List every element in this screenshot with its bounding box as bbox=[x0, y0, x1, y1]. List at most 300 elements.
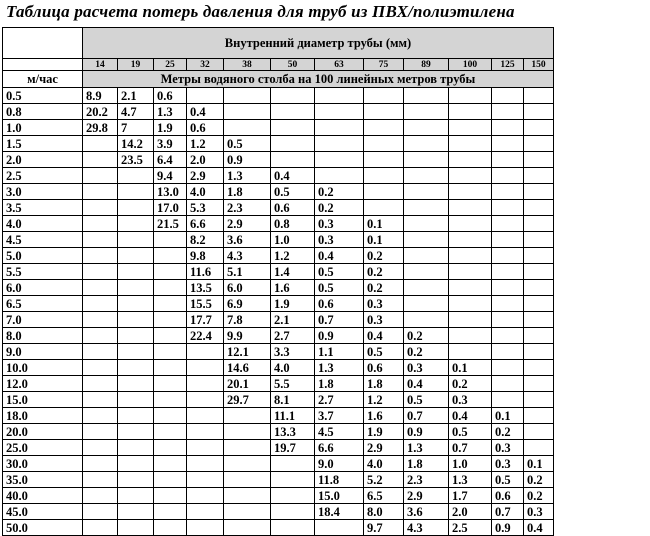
header-row-diameter bbox=[3, 28, 554, 59]
diameter-column-header: 19 bbox=[118, 59, 154, 71]
loss-value-cell: 8.9 bbox=[83, 88, 118, 104]
loss-value-cell bbox=[492, 296, 524, 312]
loss-value-cell bbox=[524, 184, 554, 200]
loss-value-cell bbox=[492, 344, 524, 360]
loss-value-cell: 21.5 bbox=[154, 216, 187, 232]
loss-value-cell bbox=[404, 232, 449, 248]
loss-value-cell: 0.4 bbox=[187, 104, 224, 120]
loss-value-cell bbox=[492, 200, 524, 216]
loss-value-cell: 0.2 bbox=[404, 344, 449, 360]
loss-value-cell: 13.3 bbox=[271, 424, 315, 440]
loss-value-cell bbox=[492, 104, 524, 120]
loss-value-cell: 11.6 bbox=[187, 264, 224, 280]
loss-value-cell: 9.0 bbox=[315, 456, 364, 472]
loss-value-cell: 0.7 bbox=[449, 440, 492, 456]
loss-value-cell bbox=[83, 264, 118, 280]
loss-value-cell bbox=[118, 216, 154, 232]
loss-value-cell bbox=[187, 376, 224, 392]
loss-value-cell bbox=[449, 344, 492, 360]
loss-value-cell: 0.1 bbox=[364, 232, 404, 248]
loss-value-cell: 0.3 bbox=[404, 360, 449, 376]
loss-value-cell: 4.3 bbox=[224, 248, 271, 264]
loss-value-cell: 9.4 bbox=[154, 168, 187, 184]
loss-value-cell: 3.6 bbox=[224, 232, 271, 248]
loss-value-cell bbox=[404, 296, 449, 312]
loss-value-cell bbox=[449, 280, 492, 296]
loss-value-cell: 0.5 bbox=[224, 136, 271, 152]
table-row bbox=[3, 504, 554, 520]
loss-value-cell bbox=[271, 472, 315, 488]
table-row bbox=[3, 296, 554, 312]
loss-value-cell: 0.1 bbox=[524, 456, 554, 472]
loss-value-cell: 7.8 bbox=[224, 312, 271, 328]
loss-value-cell bbox=[364, 104, 404, 120]
loss-value-cell bbox=[83, 488, 118, 504]
loss-value-cell: 0.3 bbox=[524, 504, 554, 520]
loss-value-cell bbox=[492, 376, 524, 392]
loss-value-cell: 17.0 bbox=[154, 200, 187, 216]
loss-value-cell bbox=[83, 136, 118, 152]
table-row bbox=[3, 472, 554, 488]
loss-value-cell bbox=[492, 264, 524, 280]
loss-value-cell bbox=[187, 360, 224, 376]
diameter-column-header: 50 bbox=[271, 59, 315, 71]
loss-value-cell bbox=[524, 264, 554, 280]
loss-value-cell bbox=[524, 408, 554, 424]
loss-value-cell: 5.5 bbox=[271, 376, 315, 392]
loss-value-cell bbox=[404, 120, 449, 136]
flow-rate-cell: 45.0 bbox=[3, 504, 83, 520]
diameter-column-header: 75 bbox=[364, 59, 404, 71]
loss-value-cell bbox=[154, 232, 187, 248]
loss-value-cell: 0.8 bbox=[271, 216, 315, 232]
loss-value-cell: 2.1 bbox=[118, 88, 154, 104]
loss-value-cell: 0.6 bbox=[315, 296, 364, 312]
loss-value-cell bbox=[524, 136, 554, 152]
loss-value-cell: 0.1 bbox=[449, 360, 492, 376]
loss-value-cell bbox=[118, 472, 154, 488]
loss-value-cell bbox=[364, 184, 404, 200]
loss-value-cell: 23.5 bbox=[118, 152, 154, 168]
loss-value-cell bbox=[492, 248, 524, 264]
loss-value-cell bbox=[449, 184, 492, 200]
loss-value-cell: 1.8 bbox=[364, 376, 404, 392]
loss-value-cell: 22.4 bbox=[187, 328, 224, 344]
flow-rate-cell: 15.0 bbox=[3, 392, 83, 408]
loss-value-cell bbox=[118, 200, 154, 216]
loss-value-cell bbox=[492, 184, 524, 200]
loss-value-cell: 0.9 bbox=[492, 520, 524, 536]
flow-rate-cell: 40.0 bbox=[3, 488, 83, 504]
loss-value-cell bbox=[492, 328, 524, 344]
table-row bbox=[3, 120, 554, 136]
loss-value-cell: 0.4 bbox=[404, 376, 449, 392]
loss-value-cell: 1.6 bbox=[271, 280, 315, 296]
loss-value-cell bbox=[492, 216, 524, 232]
loss-value-cell: 0.5 bbox=[404, 392, 449, 408]
loss-value-cell: 14.2 bbox=[118, 136, 154, 152]
loss-value-cell bbox=[524, 248, 554, 264]
loss-value-cell bbox=[449, 136, 492, 152]
loss-value-cell bbox=[315, 88, 364, 104]
table-row bbox=[3, 520, 554, 536]
flow-rate-cell: 6.5 bbox=[3, 296, 83, 312]
flow-rate-cell: 8.0 bbox=[3, 328, 83, 344]
loss-value-cell: 5.1 bbox=[224, 264, 271, 280]
header-row-diameter-values bbox=[3, 59, 554, 71]
loss-value-cell bbox=[154, 312, 187, 328]
flow-rate-cell: 18.0 bbox=[3, 408, 83, 424]
loss-value-cell bbox=[118, 376, 154, 392]
flow-rate-cell: 25.0 bbox=[3, 440, 83, 456]
speed-unit-header: м/час bbox=[3, 71, 83, 88]
loss-value-cell: 0.9 bbox=[315, 328, 364, 344]
loss-value-cell bbox=[224, 408, 271, 424]
table-row bbox=[3, 200, 554, 216]
flow-rate-cell: 30.0 bbox=[3, 456, 83, 472]
loss-value-cell: 8.0 bbox=[364, 504, 404, 520]
loss-value-cell: 0.2 bbox=[449, 376, 492, 392]
loss-value-cell: 3.6 bbox=[404, 504, 449, 520]
loss-value-cell: 4.5 bbox=[315, 424, 364, 440]
flow-rate-cell: 6.0 bbox=[3, 280, 83, 296]
table-row bbox=[3, 488, 554, 504]
loss-value-cell: 1.8 bbox=[404, 456, 449, 472]
loss-value-cell: 11.8 bbox=[315, 472, 364, 488]
table-row bbox=[3, 376, 554, 392]
loss-value-cell bbox=[154, 328, 187, 344]
loss-value-cell bbox=[83, 168, 118, 184]
loss-value-cell bbox=[187, 456, 224, 472]
loss-value-cell bbox=[118, 296, 154, 312]
loss-value-cell: 1.3 bbox=[404, 440, 449, 456]
loss-value-cell bbox=[154, 376, 187, 392]
loss-value-cell bbox=[271, 104, 315, 120]
loss-value-cell: 1.7 bbox=[449, 488, 492, 504]
loss-value-cell bbox=[154, 296, 187, 312]
flow-rate-cell: 3.5 bbox=[3, 200, 83, 216]
loss-value-cell bbox=[271, 520, 315, 536]
loss-value-cell bbox=[118, 344, 154, 360]
loss-value-cell bbox=[404, 184, 449, 200]
loss-value-cell: 17.7 bbox=[187, 312, 224, 328]
loss-value-cell bbox=[187, 504, 224, 520]
loss-value-cell bbox=[118, 408, 154, 424]
loss-value-cell: 0.2 bbox=[404, 328, 449, 344]
loss-value-cell: 5.3 bbox=[187, 200, 224, 216]
loss-value-cell: 0.2 bbox=[524, 472, 554, 488]
diameter-header: Внутренний диаметр трубы (мм) bbox=[83, 28, 554, 59]
loss-value-cell: 15.0 bbox=[315, 488, 364, 504]
table-row bbox=[3, 440, 554, 456]
diameter-column-header: 89 bbox=[404, 59, 449, 71]
loss-value-cell: 11.1 bbox=[271, 408, 315, 424]
loss-value-cell: 1.6 bbox=[364, 408, 404, 424]
loss-value-cell bbox=[364, 88, 404, 104]
loss-value-cell bbox=[271, 88, 315, 104]
loss-value-cell: 0.6 bbox=[364, 360, 404, 376]
loss-value-cell: 9.9 bbox=[224, 328, 271, 344]
loss-value-cell: 2.9 bbox=[224, 216, 271, 232]
table-row bbox=[3, 392, 554, 408]
diameter-column-header: 100 bbox=[449, 59, 492, 71]
table-row bbox=[3, 104, 554, 120]
loss-value-cell: 0.4 bbox=[524, 520, 554, 536]
loss-value-cell bbox=[524, 168, 554, 184]
loss-value-cell: 0.7 bbox=[315, 312, 364, 328]
loss-value-cell bbox=[83, 216, 118, 232]
loss-value-cell bbox=[154, 264, 187, 280]
loss-value-cell: 9.7 bbox=[364, 520, 404, 536]
table-row bbox=[3, 456, 554, 472]
loss-value-cell bbox=[364, 152, 404, 168]
loss-value-cell bbox=[154, 424, 187, 440]
loss-value-cell bbox=[83, 280, 118, 296]
loss-value-cell: 1.2 bbox=[271, 248, 315, 264]
loss-value-cell: 0.6 bbox=[187, 120, 224, 136]
page-title: Таблица расчета потерь давления для труб из ПВХ/полиэтилена bbox=[6, 2, 515, 21]
diameter-column-header: 32 bbox=[187, 59, 224, 71]
loss-value-cell: 1.3 bbox=[449, 472, 492, 488]
loss-value-cell: 3.7 bbox=[315, 408, 364, 424]
loss-value-cell: 2.7 bbox=[315, 392, 364, 408]
loss-value-cell: 2.9 bbox=[364, 440, 404, 456]
loss-value-cell bbox=[83, 152, 118, 168]
loss-value-cell: 12.1 bbox=[224, 344, 271, 360]
loss-value-cell bbox=[224, 504, 271, 520]
loss-value-cell bbox=[224, 488, 271, 504]
table-row bbox=[3, 408, 554, 424]
loss-value-cell bbox=[118, 248, 154, 264]
loss-value-cell: 14.6 bbox=[224, 360, 271, 376]
loss-value-cell bbox=[524, 216, 554, 232]
flow-rate-cell: 12.0 bbox=[3, 376, 83, 392]
loss-value-cell bbox=[118, 424, 154, 440]
loss-value-cell: 0.6 bbox=[492, 488, 524, 504]
loss-value-cell: 20.2 bbox=[83, 104, 118, 120]
loss-value-cell: 29.8 bbox=[83, 120, 118, 136]
loss-value-cell: 0.6 bbox=[271, 200, 315, 216]
loss-value-cell bbox=[118, 232, 154, 248]
loss-value-cell: 15.5 bbox=[187, 296, 224, 312]
flow-rate-cell: 2.0 bbox=[3, 152, 83, 168]
loss-value-cell bbox=[83, 424, 118, 440]
loss-value-cell bbox=[364, 200, 404, 216]
flow-rate-cell: 9.0 bbox=[3, 344, 83, 360]
loss-value-cell: 1.9 bbox=[154, 120, 187, 136]
loss-value-cell bbox=[118, 312, 154, 328]
loss-value-cell bbox=[404, 104, 449, 120]
loss-value-cell bbox=[315, 136, 364, 152]
loss-value-cell bbox=[83, 312, 118, 328]
loss-value-cell: 1.3 bbox=[315, 360, 364, 376]
loss-value-cell bbox=[271, 152, 315, 168]
loss-value-cell: 0.2 bbox=[315, 184, 364, 200]
loss-value-cell: 1.2 bbox=[364, 392, 404, 408]
pressure-loss-table bbox=[2, 27, 554, 536]
loss-value-cell bbox=[83, 360, 118, 376]
flow-rate-cell: 5.0 bbox=[3, 248, 83, 264]
flow-rate-cell: 7.0 bbox=[3, 312, 83, 328]
loss-value-cell bbox=[187, 472, 224, 488]
loss-value-cell: 1.3 bbox=[154, 104, 187, 120]
loss-value-cell bbox=[118, 440, 154, 456]
table-row bbox=[3, 168, 554, 184]
loss-value-cell: 0.3 bbox=[492, 456, 524, 472]
loss-value-cell bbox=[83, 344, 118, 360]
flow-rate-cell: 0.5 bbox=[3, 88, 83, 104]
loss-value-cell bbox=[524, 392, 554, 408]
loss-value-cell bbox=[83, 440, 118, 456]
loss-value-cell bbox=[492, 120, 524, 136]
table-row bbox=[3, 424, 554, 440]
loss-value-cell: 1.9 bbox=[364, 424, 404, 440]
loss-value-cell bbox=[524, 328, 554, 344]
loss-value-cell bbox=[315, 120, 364, 136]
loss-value-cell bbox=[404, 280, 449, 296]
loss-value-cell bbox=[364, 136, 404, 152]
loss-value-cell bbox=[524, 232, 554, 248]
loss-value-cell bbox=[524, 312, 554, 328]
loss-value-cell: 4.0 bbox=[364, 456, 404, 472]
loss-value-cell: 0.3 bbox=[364, 312, 404, 328]
loss-value-cell: 6.4 bbox=[154, 152, 187, 168]
loss-value-cell: 7 bbox=[118, 120, 154, 136]
loss-value-cell: 1.3 bbox=[224, 168, 271, 184]
loss-value-cell bbox=[187, 488, 224, 504]
loss-value-cell: 0.7 bbox=[492, 504, 524, 520]
loss-value-cell: 0.2 bbox=[364, 248, 404, 264]
flow-rate-cell: 2.5 bbox=[3, 168, 83, 184]
loss-value-cell bbox=[524, 376, 554, 392]
loss-value-cell bbox=[449, 264, 492, 280]
loss-value-cell bbox=[449, 312, 492, 328]
loss-value-cell: 6.5 bbox=[364, 488, 404, 504]
loss-value-cell: 0.4 bbox=[364, 328, 404, 344]
loss-value-cell: 2.9 bbox=[187, 168, 224, 184]
loss-value-cell bbox=[224, 440, 271, 456]
loss-value-cell: 4.7 bbox=[118, 104, 154, 120]
loss-value-cell bbox=[154, 440, 187, 456]
loss-value-cell bbox=[449, 200, 492, 216]
loss-value-cell: 29.7 bbox=[224, 392, 271, 408]
loss-value-cell bbox=[224, 104, 271, 120]
loss-value-cell bbox=[154, 472, 187, 488]
loss-value-cell: 6.6 bbox=[187, 216, 224, 232]
flow-rate-cell: 1.0 bbox=[3, 120, 83, 136]
loss-value-cell bbox=[83, 520, 118, 536]
loss-value-cell bbox=[83, 296, 118, 312]
loss-value-cell: 18.4 bbox=[315, 504, 364, 520]
loss-value-cell bbox=[524, 152, 554, 168]
loss-value-cell: 0.6 bbox=[154, 88, 187, 104]
loss-value-cell bbox=[154, 280, 187, 296]
loss-value-cell bbox=[154, 392, 187, 408]
table-row bbox=[3, 232, 554, 248]
loss-value-cell: 0.2 bbox=[524, 488, 554, 504]
loss-value-cell bbox=[118, 488, 154, 504]
loss-value-cell bbox=[492, 392, 524, 408]
loss-value-cell: 0.3 bbox=[364, 296, 404, 312]
loss-value-cell bbox=[449, 104, 492, 120]
loss-value-cell bbox=[118, 504, 154, 520]
loss-value-cell bbox=[492, 152, 524, 168]
loss-value-cell bbox=[524, 296, 554, 312]
loss-value-cell bbox=[271, 120, 315, 136]
loss-value-cell: 0.2 bbox=[364, 264, 404, 280]
loss-value-cell bbox=[83, 504, 118, 520]
loss-value-cell bbox=[492, 312, 524, 328]
loss-value-cell: 3.9 bbox=[154, 136, 187, 152]
loss-value-cell bbox=[449, 152, 492, 168]
flow-rate-cell: 35.0 bbox=[3, 472, 83, 488]
loss-value-cell bbox=[83, 472, 118, 488]
diameter-column-header: 125 bbox=[492, 59, 524, 71]
loss-value-cell bbox=[118, 184, 154, 200]
loss-value-cell: 0.3 bbox=[449, 392, 492, 408]
loss-value-cell: 2.7 bbox=[271, 328, 315, 344]
loss-value-cell: 2.3 bbox=[404, 472, 449, 488]
loss-value-cell bbox=[187, 424, 224, 440]
flow-rate-cell: 3.0 bbox=[3, 184, 83, 200]
loss-value-cell: 0.2 bbox=[492, 424, 524, 440]
loss-value-cell: 8.2 bbox=[187, 232, 224, 248]
loss-value-cell: 1.8 bbox=[315, 376, 364, 392]
loss-value-cell bbox=[83, 456, 118, 472]
corner-cell bbox=[3, 59, 83, 71]
loss-value-cell bbox=[83, 200, 118, 216]
loss-value-cell: 0.9 bbox=[404, 424, 449, 440]
loss-value-cell: 0.5 bbox=[271, 184, 315, 200]
loss-value-cell bbox=[154, 504, 187, 520]
loss-value-cell bbox=[404, 216, 449, 232]
loss-value-cell bbox=[118, 168, 154, 184]
flow-rate-cell: 20.0 bbox=[3, 424, 83, 440]
loss-value-cell bbox=[315, 152, 364, 168]
flow-rate-cell: 0.8 bbox=[3, 104, 83, 120]
diameter-column-header: 25 bbox=[154, 59, 187, 71]
loss-value-cell bbox=[315, 520, 364, 536]
loss-value-cell bbox=[187, 344, 224, 360]
loss-value-cell bbox=[524, 88, 554, 104]
loss-value-cell: 6.0 bbox=[224, 280, 271, 296]
corner-cell bbox=[3, 28, 83, 59]
loss-value-cell: 2.0 bbox=[449, 504, 492, 520]
loss-value-cell bbox=[271, 456, 315, 472]
loss-value-cell bbox=[83, 184, 118, 200]
table-row bbox=[3, 312, 554, 328]
loss-value-cell bbox=[154, 456, 187, 472]
loss-value-cell bbox=[449, 88, 492, 104]
loss-value-cell: 0.2 bbox=[364, 280, 404, 296]
loss-value-cell bbox=[118, 520, 154, 536]
loss-value-cell bbox=[118, 360, 154, 376]
loss-value-cell bbox=[118, 280, 154, 296]
loss-value-cell bbox=[118, 328, 154, 344]
loss-value-cell bbox=[154, 520, 187, 536]
diameter-column-header: 150 bbox=[524, 59, 554, 71]
loss-value-cell: 20.1 bbox=[224, 376, 271, 392]
loss-value-cell bbox=[524, 344, 554, 360]
loss-value-cell bbox=[224, 424, 271, 440]
loss-value-cell bbox=[404, 152, 449, 168]
loss-value-cell: 0.1 bbox=[492, 408, 524, 424]
loss-value-cell bbox=[492, 232, 524, 248]
loss-value-cell bbox=[118, 264, 154, 280]
table-row bbox=[3, 344, 554, 360]
loss-value-cell: 6.9 bbox=[224, 296, 271, 312]
loss-value-cell bbox=[271, 488, 315, 504]
